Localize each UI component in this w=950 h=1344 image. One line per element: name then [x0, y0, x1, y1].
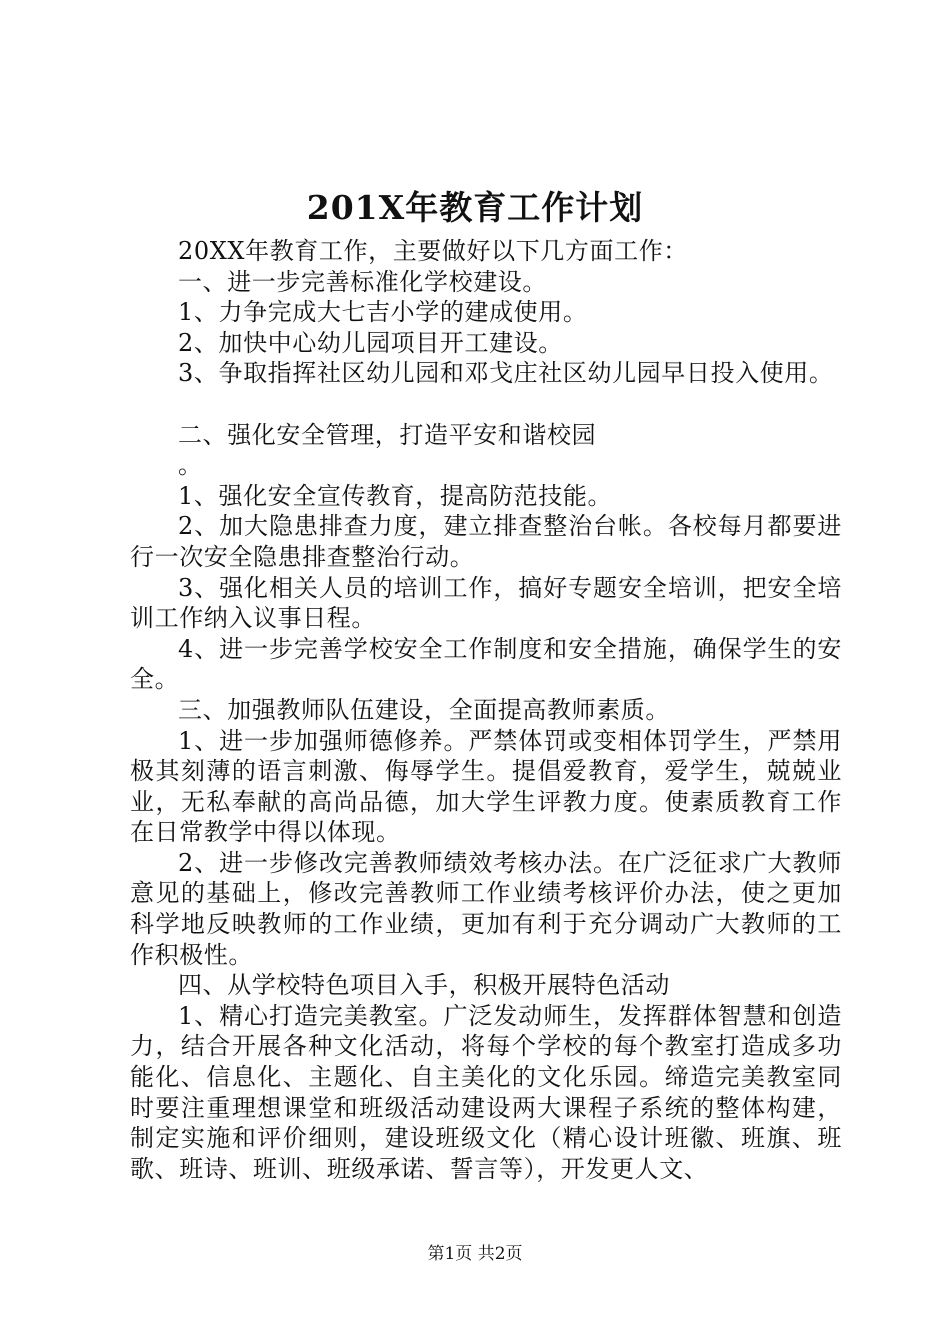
paragraph: 。 [178, 451, 203, 480]
document-title: 201X年教育工作计划 [306, 188, 644, 227]
paragraph: 1、力争完成大七吉小学的建成使用。 [178, 298, 588, 327]
paragraph: 1、进一步加强师德修养。严禁体罚或变相体罚学生，严禁用极其刻薄的语言刺激、侮辱学生。提倡爱教育，爱学生，兢兢业业，无私奉献的高尚品德，加大学生评教力度。使素质教育工作在日常教学中得以体现。 [130, 726, 842, 847]
paragraph: 20XX年教育工作，主要做好以下几方面工作： [178, 237, 688, 265]
section-heading: 二、强化安全管理，打造平安和谐校园 [178, 420, 597, 449]
paragraph: 2、进一步修改完善教师绩效考核办法。在广泛征求广大教师意见的基础上，修改完善教师工作业绩考核评价办法，使之更加科学地反映教师的工作业绩，更加有利于充分调动广大教师的工作积极性。 [130, 848, 842, 969]
paragraph: 3、争取指挥社区幼儿园和邓戈庄社区幼儿园早日投入使用。 [178, 359, 834, 388]
blank-line [130, 389, 842, 420]
paragraph: 1、精心打造完美教室。广泛发动师生，发挥群体智慧和创造力，结合开展各种文化活动，将每个学校的每个教室打造成多功能化、信息化、主题化、自主美化的文化乐园。缔造完美教室同时要注重理想课堂和班级活动建设两大课程子系统的整体构建，制定实施和评价细则，建设班级文化（精心设计班徽、班旗、班歌、班诗、班训、班级承诺、誓言等），开发更人文、 [130, 1001, 842, 1183]
page-footer: 第1页 共2页 [427, 1244, 523, 1264]
paragraph: 一、进一步完善标准化学校建设。 [178, 267, 547, 296]
paragraph: 2、加大隐患排查力度，建立排查整治台帐。各校每月都要进行一次安全隐患排查整治行动。 [130, 512, 842, 571]
document-body [130, 236, 842, 1184]
paragraph: 2、加快中心幼儿园项目开工建设。 [178, 328, 563, 357]
section-heading: 四、从学校特色项目入手，积极开展特色活动 [178, 971, 670, 1000]
paragraph: 3、强化相关人员的培训工作，搞好专题安全培训，把安全培训工作纳入议事日程。 [130, 573, 842, 633]
paragraph: 1、强化安全宣传教育，提高防范技能。 [178, 481, 613, 510]
paragraph: 4、进一步完善学校安全工作制度和安全措施，确保学生的安全。 [130, 634, 842, 694]
section-heading: 三、加强教师队伍建设，全面提高教师素质。 [178, 695, 670, 724]
